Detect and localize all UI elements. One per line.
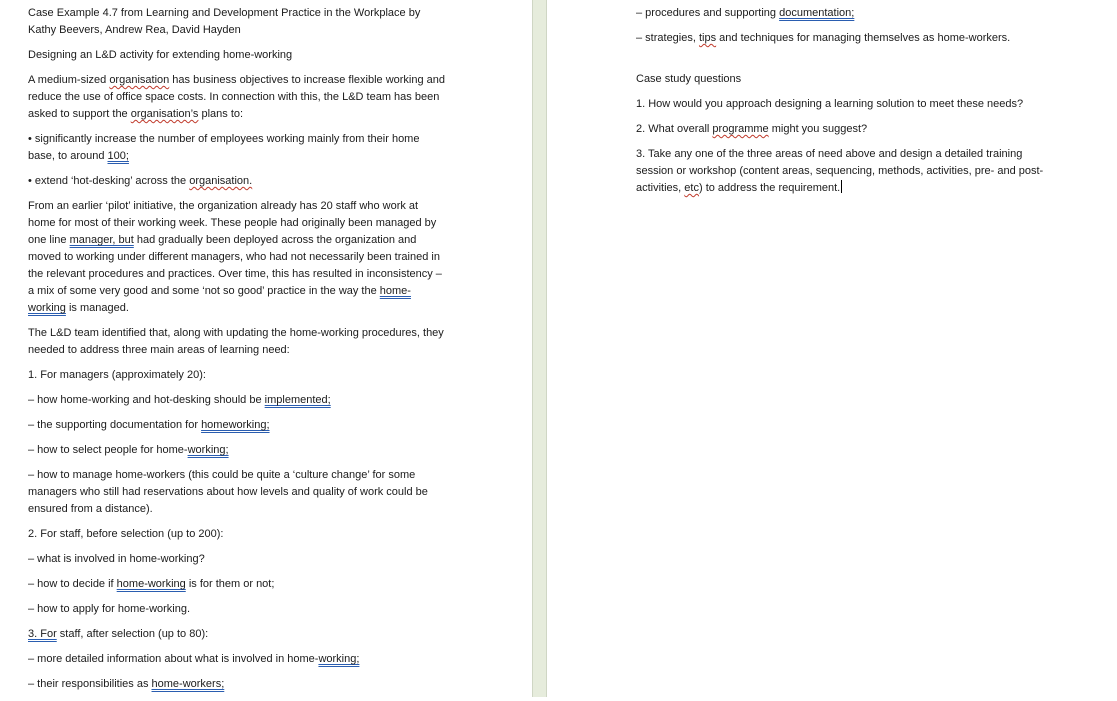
question-item bbox=[636, 121, 1056, 138]
page-gutter bbox=[532, 0, 547, 697]
document-title: Case Example 4.7 from Learning and Development Practice in the Workplace by Kathy Beevers, Andrew Rea, David Hayden bbox=[28, 7, 421, 36]
list-item bbox=[636, 5, 1056, 22]
grammar-flag[interactable]: home-working bbox=[116, 578, 186, 590]
text-column-left bbox=[28, 5, 448, 701]
list-item bbox=[28, 417, 448, 434]
text-run: – how home-working and hot-desking should be bbox=[28, 394, 265, 406]
text-run: • extend ‘hot-desking’ across the bbox=[28, 175, 190, 187]
document-subtitle: Designing an L&D activity for extending home-working bbox=[28, 49, 293, 61]
grammar-flag[interactable]: home-working bbox=[28, 285, 411, 314]
text-run: and techniques for managing themselves as home-workers. bbox=[716, 32, 1011, 44]
staff-after-heading bbox=[28, 626, 448, 643]
document-page-right[interactable] bbox=[547, 0, 1117, 697]
spelling-flag[interactable]: etc bbox=[684, 182, 699, 194]
text-run: staff, after selection (up to 80): bbox=[56, 628, 209, 640]
list-item bbox=[28, 651, 448, 668]
identified-paragraph: The L&D team identified that, along with updating the home-working procedures, they needed to address three main areas of learning need: bbox=[28, 327, 444, 356]
grammar-flag[interactable]: 100; bbox=[107, 150, 129, 162]
text-cursor bbox=[841, 180, 842, 193]
grammar-flag[interactable]: home-workers; bbox=[151, 678, 225, 690]
spelling-flag[interactable]: programme bbox=[712, 123, 769, 135]
pilot-paragraph bbox=[28, 198, 448, 317]
spelling-flag[interactable]: organisation’s bbox=[130, 108, 199, 120]
list-item bbox=[28, 576, 448, 593]
spelling-flag[interactable]: tips bbox=[698, 32, 717, 44]
list-item bbox=[28, 392, 448, 409]
text-run: 2. What overall bbox=[636, 123, 713, 135]
text-run: ) to address the requirement. bbox=[698, 182, 841, 194]
question-item: 1. How would you approach designing a learning solution to meet these needs? bbox=[636, 98, 1024, 110]
staff-before-heading: 2. For staff, before selection (up to 200): bbox=[28, 528, 224, 540]
text-run: has business objectives to increase flexible working and reduce the use of office space costs. In connection with this, the L&D team has been asked to support the bbox=[28, 74, 446, 120]
grammar-flag[interactable]: implemented; bbox=[264, 394, 331, 406]
text-run: – more detailed information about what is involved in home- bbox=[28, 653, 319, 665]
grammar-flag[interactable]: manager, but bbox=[69, 234, 134, 246]
intro-paragraph bbox=[28, 72, 448, 123]
list-item: – how to apply for home-working. bbox=[28, 603, 191, 615]
list-item bbox=[28, 676, 448, 693]
text-run: – procedures and supporting bbox=[636, 7, 780, 19]
text-run: 3. Take any one of the three areas of need above and design a detailed training session or workshop (content areas, sequencing, methods, activities, pre- and post-activities, bbox=[636, 148, 1044, 194]
blank-line bbox=[636, 55, 1056, 71]
bullet-item bbox=[28, 131, 448, 165]
text-run: A medium-sized bbox=[28, 74, 110, 86]
text-column-right bbox=[636, 5, 1056, 205]
grammar-flag[interactable]: 3. For bbox=[28, 628, 57, 640]
list-item bbox=[636, 30, 1056, 47]
text-run: – how to select people for home- bbox=[28, 444, 188, 456]
text-run: is for them or not; bbox=[185, 578, 275, 590]
grammar-flag[interactable]: documentation; bbox=[779, 7, 855, 19]
text-run: plans to: bbox=[198, 108, 244, 120]
text-run: • significantly increase the number of employees working mainly from their home base, to around bbox=[28, 133, 420, 162]
text-run: – how to decide if bbox=[28, 578, 117, 590]
spelling-flag[interactable]: organisation. bbox=[189, 175, 253, 187]
text-run: might you suggest? bbox=[768, 123, 868, 135]
grammar-flag[interactable]: homeworking; bbox=[201, 419, 270, 431]
document-page-left[interactable] bbox=[0, 0, 532, 697]
grammar-flag[interactable]: working; bbox=[318, 653, 360, 665]
list-item bbox=[28, 442, 448, 459]
text-run: – the supporting documentation for bbox=[28, 419, 202, 431]
bullet-item bbox=[28, 173, 448, 190]
questions-heading: Case study questions bbox=[636, 73, 742, 85]
question-item bbox=[636, 146, 1056, 197]
list-item: – how to manage home-workers (this could be quite a ‘culture change’ for some managers who still had reservations about how levels and quality of work could be ensured from a distance). bbox=[28, 469, 428, 515]
text-run: – their responsibilities as bbox=[28, 678, 152, 690]
text-run: is managed. bbox=[65, 302, 129, 314]
text-run: had gradually been deployed across the organization and moved to working under different managers, who had not necessarily been trained in the relevant procedures and practices. Over time, this has resulted in inconsistency – a mix of some very good and some ‘not so good’ practice in the way the bbox=[28, 234, 442, 297]
grammar-flag[interactable]: working; bbox=[187, 444, 229, 456]
text-run: – strategies, bbox=[636, 32, 699, 44]
text-run: From an earlier ‘pilot’ initiative, the organization already has 20 staff who work at home for most of their working week. These people had originally been managed by one line bbox=[28, 200, 437, 246]
spelling-flag[interactable]: organisation bbox=[109, 74, 170, 86]
list-item: – what is involved in home-working? bbox=[28, 553, 205, 565]
managers-heading: 1. For managers (approximately 20): bbox=[28, 369, 206, 381]
